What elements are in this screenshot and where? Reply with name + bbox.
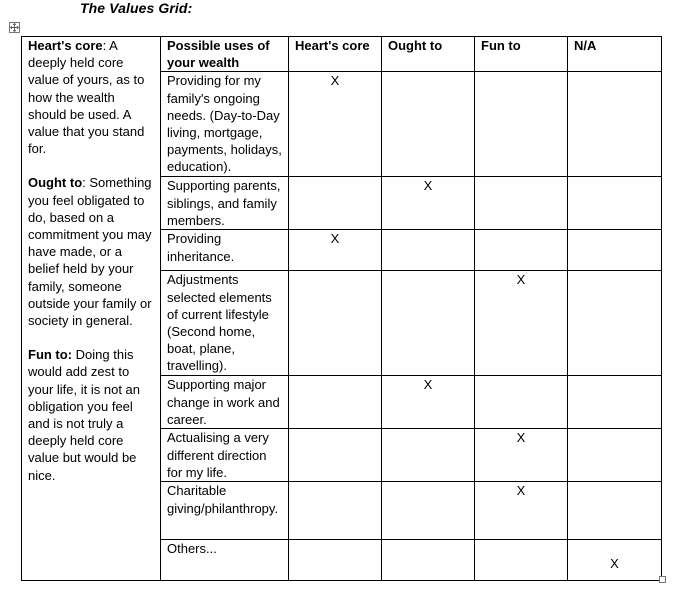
mark-cell-fun-to: X [475,271,568,376]
mark-cell-ought-to [382,271,475,376]
use-cell: Charitable giving/philanthropy. [161,482,289,540]
mark-cell-fun-to [475,72,568,177]
mark-cell-fun-to [475,540,568,581]
page-title: The Values Grid: [80,0,193,16]
header-row [22,37,662,72]
mark-cell-ought-to [382,540,475,581]
mark-cell-na [568,376,662,429]
mark-cell-hearts-core [289,540,382,581]
mark-cell-hearts-core: X [289,72,382,177]
fun-to-def-text: Doing this would add zest to your life, it is not an obligation you feel and is not truly a deeply held core value but would be nice. [28,347,140,483]
use-cell: Adjustments selected elements of current lifestyle (Second home, boat, plane, travelling). [161,271,289,376]
definitions-cell [22,37,161,581]
mark-cell-hearts-core [289,271,382,376]
mark-cell-ought-to: X [382,376,475,429]
header-fun-to: Fun to [475,37,568,72]
mark-cell-fun-to [475,177,568,230]
mark-cell-na [568,482,662,540]
ought-to-def-text: : Something you feel obligated to do, based on a commitment you may have made, or a belief held by your family, someone outside your family or society in general. [28,175,152,329]
mark-cell-na [568,429,662,482]
heart-core-def-text: : A deeply held core value of yours, as to how the wealth should be used. A value that you stand for. [28,38,145,157]
mark-cell-na [568,177,662,230]
mark-cell-na: X [568,540,662,581]
mark-cell-na [568,271,662,376]
mark-cell-fun-to [475,376,568,429]
mark-cell-fun-to: X [475,429,568,482]
mark-cell-hearts-core [289,429,382,482]
mark-cell-hearts-core: X [289,230,382,271]
header-ought-to: Ought to [382,37,475,72]
fun-to-def-label: Fun to: [28,347,73,363]
values-grid-table [21,36,662,581]
mark-cell-na [568,72,662,177]
table-resize-handle-icon[interactable] [659,576,666,583]
mark-cell-fun-to: X [475,482,568,540]
heart-core-def-label: Heart's core [28,38,103,53]
mark-cell-hearts-core [289,177,382,230]
mark-cell-ought-to: X [382,177,475,230]
mark-cell-hearts-core [289,376,382,429]
mark-cell-ought-to [382,230,475,271]
use-cell: Others... [161,540,289,581]
mark-cell-ought-to [382,482,475,540]
use-cell: Providing for my family's ongoing needs. (Day-to-Day living, mortgage, payments, holidays, education). [161,72,289,177]
mark-cell-ought-to [382,429,475,482]
use-cell: Providing inheritance. [161,230,289,271]
use-cell: Supporting major change in work and career. [161,376,289,429]
mark-cell-na [568,230,662,271]
use-cell: Supporting parents, siblings, and family members. [161,177,289,230]
table-move-handle-icon[interactable] [9,22,20,33]
ought-to-def-label: Ought to [28,175,83,191]
use-cell: Actualising a very different direction for my life. [161,429,289,482]
header-uses: Possible uses of your wealth [161,37,289,72]
header-hearts-core: Heart's core [289,37,382,72]
header-na: N/A [568,37,662,72]
mark-cell-hearts-core [289,482,382,540]
mark-cell-ought-to [382,72,475,177]
mark-cell-fun-to [475,230,568,271]
